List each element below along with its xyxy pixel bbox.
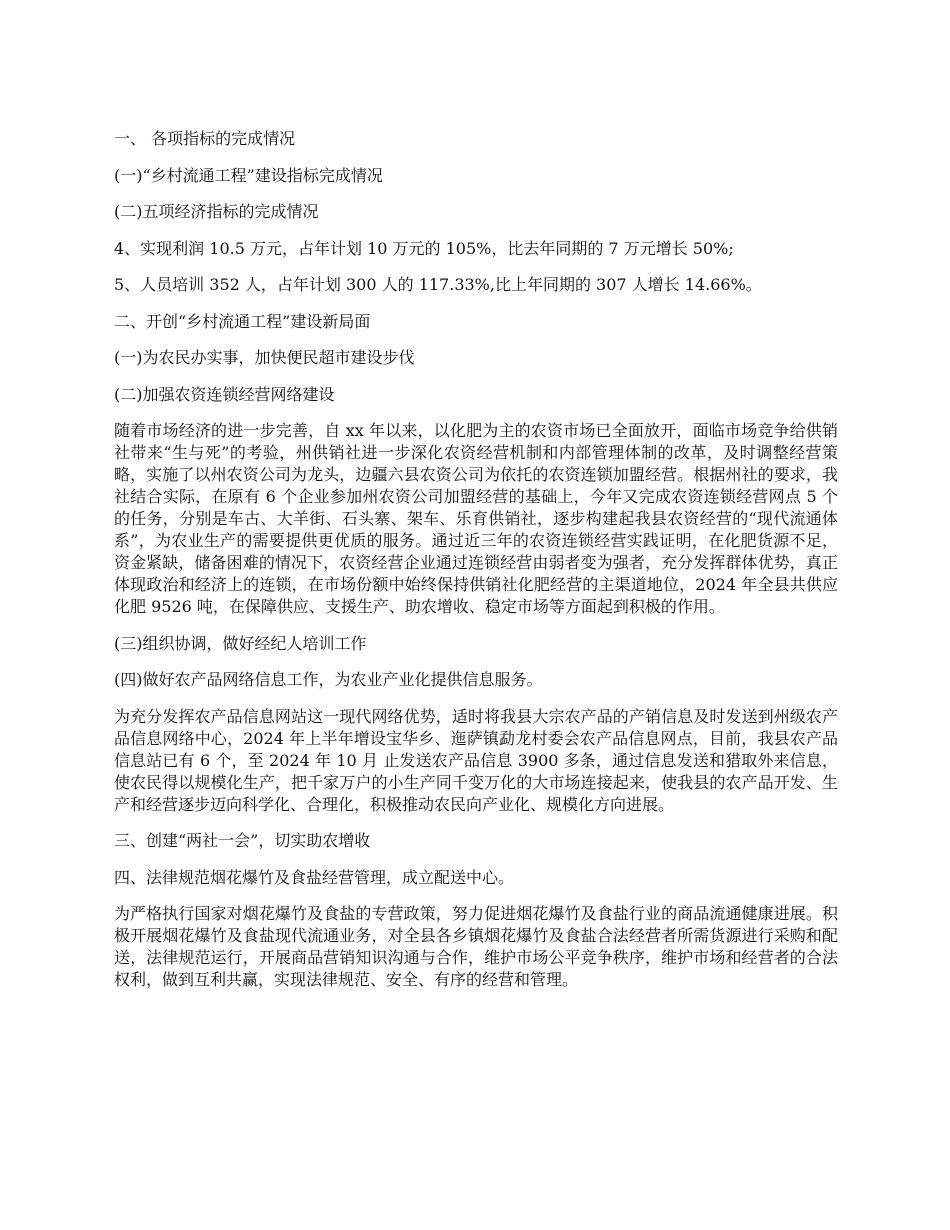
subheading-2-2: (二)加强农资连锁经营网络建设 [114,384,335,404]
list-item-4: 4、实现利润 10.5 万元，占年计划 10 万元的 105%，比去年同期的 7 万元增长 50%; [114,238,734,258]
heading-section-2: 二、开创“乡村流通工程”建设新局面 [114,311,371,331]
subheading-2-1: (一)为农民办实事，加快便民超市建设步伐 [114,348,415,367]
subheading-2-4: (四)做好农产品网络信息工作，为农业产业化提供信息服务。 [114,670,543,689]
document-page [114,128,838,1006]
heading-section-4: 四、法律规范烟花爆竹及食盐经营管理，成立配送中心。 [114,867,515,887]
heading-section-1: 一、 各项指标的完成情况 [114,129,296,148]
paragraph-2-4: 为充分发挥农产品信息网站这一现代网络优势，适时将我县大宗农产品的产销信息及时发送到州级农产品信息网络中心，2024 年上半年增设宝华乡、迤萨镇勐龙村委会农产品信息网点，目前，我县农产品信息站已有 6 个，至 2024 年 10 月 止发送农产品信息 3900 多条，通过信息发送和猎取外来信息，使农民得以规模化生产，把千家万户的小生产同千变万化的大市场连接起来，使我县的农产品开发、生产和经营逐步迈向科学化、合理化，积极推动农民向产业化、规模化方向进展。 [114,706,838,814]
paragraph-2-2: 随着市场经济的进一步完善，自 xx 年以来，以化肥为主的农资市场已全面放开，面临市场竞争给供销社带来“生与死”的考验，州供销社进一步深化农资经营机制和内部管理体制的改革，及时调整经营策略，实施了以州农资公司为龙头，边疆六县农资公司为依托的农资连锁加盟经营。根据州社的要求，我社结合实际，在原有 6 个企业参加州农资公司加盟经营的基础上，今年又完成农资连锁经营网点 5 个的任务，分别是车古、大羊街、石头寨、架车、乐育供销社，逐步构建起我县农资经营的“现代流通体系”，为农业生产的需要提供更优质的服务。通过近三年的农资连锁经营实践证明，在化肥货源不足，资金紧缺，储备困难的情况下，农资经营企业通过连锁经营由弱者变为强者，充分发挥群体优势，真正体现政治和经济上的连锁，在市场份额中始终保持供销社化肥经营的主渠道地位，2024 年全县共供应化肥 9526 吨，在保障供应、支援生产、助农增收、稳定市场等方面起到积极的作用。 [114,421,838,616]
paragraph-4: 为严格执行国家对烟花爆竹及食盐的专营政策，努力促进烟花爆竹及食盐行业的商品流通健康进展。积极开展烟花爆竹及食盐现代流通业务，对全县各乡镇烟花爆竹及食盐合法经营者所需货源进行采购和配送，法律规范运行，开展商品营销知识沟通与合作，维护市场公平竞争秩序，维护市场和经营者的合法权利，做到互利共赢，实现法律规范、安全、有序的经营和管理。 [114,904,838,989]
list-item-5: 5、人员培训 352 人，占年计划 300 人的 117.33%,比上年同期的 307 人增长 14.66%。 [114,275,762,294]
subheading-1-1: (一)“乡村流通工程”建设指标完成情况 [114,165,383,185]
subheading-1-2: (二)五项经济指标的完成情况 [114,202,319,221]
heading-section-3: 三、创建“两社一会”，切实助农增收 [114,831,371,850]
subheading-2-3: (三)组织协调，做好经纪人培训工作 [114,633,367,653]
